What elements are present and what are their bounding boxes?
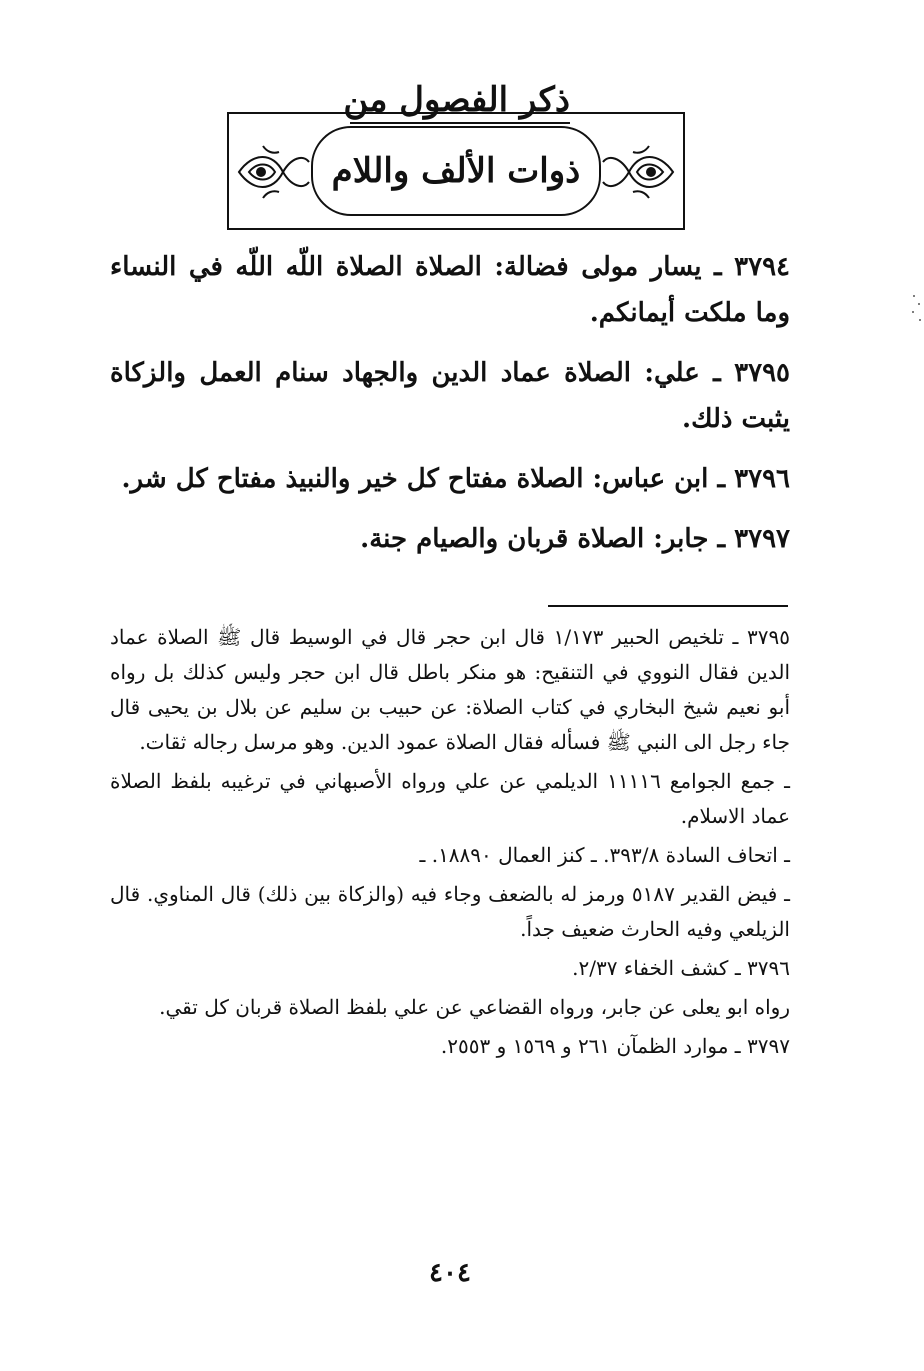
entry-number: ٣٧٩٦: [734, 464, 790, 494]
page-number: ٤٠٤: [429, 1258, 471, 1288]
entry-separator: ـ: [699, 358, 721, 388]
arabesque-ornament-icon: [599, 132, 679, 212]
hadith-entry: [110, 244, 790, 336]
footnote: ٣٧٩٧ ـ موارد الظمآن ٢٦١ و ١٥٦٩ و ٢٥٥٣.: [440, 1034, 790, 1058]
footnotes: [110, 620, 790, 1068]
entry-text: يسار مولى فضالة: الصلاة الصلاة اللّه اللّه في النساء وما ملكت أيمانكم.: [110, 252, 790, 328]
hadith-entries: [110, 244, 790, 576]
entry-text: ابن عباس: الصلاة مفتاح كل خير والنبيذ مفتاح كل شر.: [121, 464, 709, 494]
banner-cartouche: [311, 126, 601, 216]
footnote: رواه ابو يعلى عن جابر، ورواه القضاعي عن علي بلفظ الصلاة قربان كل تقي.: [159, 995, 790, 1019]
entry-separator: ـ: [708, 464, 726, 494]
footnote-divider: [548, 605, 788, 607]
entry-number: ٣٧٩٤: [734, 252, 790, 282]
footnote: ٣٧٩٦ ـ كشف الخفاء ٢/٣٧.: [572, 956, 790, 980]
entry-separator: ـ: [708, 524, 726, 554]
hadith-entry: [110, 350, 790, 442]
entry-separator: ـ: [701, 252, 722, 282]
footnote: ـ فيض القدير ٥١٨٧ ورمز له بالضعف وجاء فيه (والزكاة بين ذلك) قال المناوي. قال الزيلعي وفيه الحارث ضعيف جداً.: [110, 882, 790, 941]
title-banner: [227, 112, 685, 230]
footnote: ٣٧٩٥ ـ تلخيص الحبير ١/١٧٣ قال ابن حجر قال في الوسيط قال ﷺ الصلاة عماد الدين فقال النووي في التنقيح: هو منكر باطل قال ابن حجر وليس كذلك بل رواه أبو نعيم شيخ البخاري في كتاب الصلاة: عن حبيب بن سليم عن بلال بن يحيى قال جاء رجل الى النبي ﷺ فسأله فقال الصلاة عمود الدين. وهو مرسل رجاله ثقات.: [110, 625, 790, 754]
footnote: ـ اتحاف السادة ٣٩٣/٨. ـ كنز العمال ١٨٨٩٠. ـ: [419, 843, 790, 867]
scan-speckle: [910, 290, 924, 330]
section-heading: ذكر الفصول من: [350, 78, 570, 124]
hadith-entry: [110, 516, 790, 562]
entry-number: ٣٧٩٥: [734, 358, 790, 388]
arabesque-ornament-icon: [233, 132, 313, 212]
entry-text: جابر: الصلاة قربان والصيام جنة.: [360, 524, 709, 554]
hadith-entry: [110, 456, 790, 502]
entry-text: علي: الصلاة عماد الدين والجهاد سنام العمل والزكاة يثبت ذلك.: [110, 358, 790, 434]
footnote: ـ جمع الجوامع ١١١١٦ الديلمي عن علي ورواه الأصبهاني في ترغيبه بلفظ الصلاة عماد الاسلام.: [110, 769, 790, 828]
banner-title: ذوات الألف واللام: [331, 151, 581, 191]
entry-number: ٣٧٩٧: [734, 524, 790, 554]
